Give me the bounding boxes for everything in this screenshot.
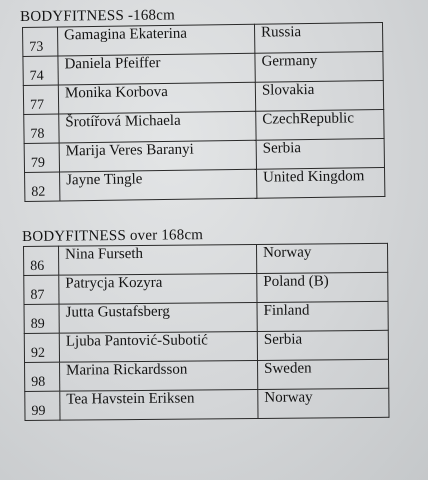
table-row — [24, 330, 388, 362]
competitor-name: Tea Havstein Eriksen — [60, 389, 258, 420]
competitor-name: Gamagina Ekaterina — [58, 24, 255, 56]
results-table-over-168 — [23, 243, 390, 421]
competitor-country: Slovakia — [255, 80, 383, 111]
competitor-name: Šrotířová Michaela — [59, 111, 256, 143]
competitor-name: Daniela Pfeiffer — [58, 53, 255, 85]
competitor-country: United Kingdom — [257, 167, 385, 198]
competitor-number: 89 — [24, 304, 59, 333]
competitor-country: Serbia — [257, 330, 388, 360]
competitor-name: Marina Rickardsson — [60, 360, 258, 391]
table-row — [24, 272, 388, 304]
competitor-name: Jutta Gustafsberg — [59, 302, 257, 333]
competitor-number: 73 — [23, 27, 58, 56]
competitor-country: Germany — [255, 51, 383, 82]
section-title-under-168: BODYFITNESS -168cm — [20, 7, 176, 25]
competitor-name: Jayne Tingle — [60, 169, 257, 201]
competitor-number: 77 — [23, 85, 58, 114]
competitor-name: Ljuba Pantović-Subotić — [59, 331, 257, 362]
competitor-number: 92 — [24, 333, 59, 362]
section-title-over-168: BODYFITNESS over 168cm — [22, 227, 204, 245]
competitor-country: Serbia — [256, 138, 384, 169]
table-row — [24, 243, 388, 275]
competitor-number: 98 — [25, 362, 60, 391]
competitor-number: 74 — [23, 56, 58, 85]
competitor-country: Sweden — [258, 359, 389, 389]
competitor-name: Marija Veres Baranyi — [59, 140, 256, 172]
results-table-under-168 — [22, 22, 385, 202]
competitor-country: Finland — [257, 301, 388, 331]
competitor-name: Monika Korbova — [58, 82, 255, 114]
competitor-number: 78 — [24, 114, 59, 143]
table-row — [25, 167, 385, 201]
competitor-number: 99 — [25, 391, 60, 420]
competitor-country: Russia — [254, 22, 382, 53]
competitor-name: Nina Furseth — [59, 244, 257, 275]
table-row — [25, 359, 389, 391]
competitor-name: Patrycja Kozyra — [59, 273, 257, 304]
table-row — [24, 301, 388, 333]
competitor-country: Norway — [258, 388, 389, 418]
competitor-country: Norway — [256, 243, 387, 273]
competitor-number: 86 — [24, 246, 59, 275]
competitor-country: Poland (B) — [257, 272, 388, 302]
competitor-country: CzechRepublic — [256, 109, 384, 140]
competitor-number: 87 — [24, 275, 59, 304]
competitor-number: 79 — [24, 143, 59, 172]
table-row — [25, 388, 389, 420]
competitor-number: 82 — [25, 172, 60, 201]
